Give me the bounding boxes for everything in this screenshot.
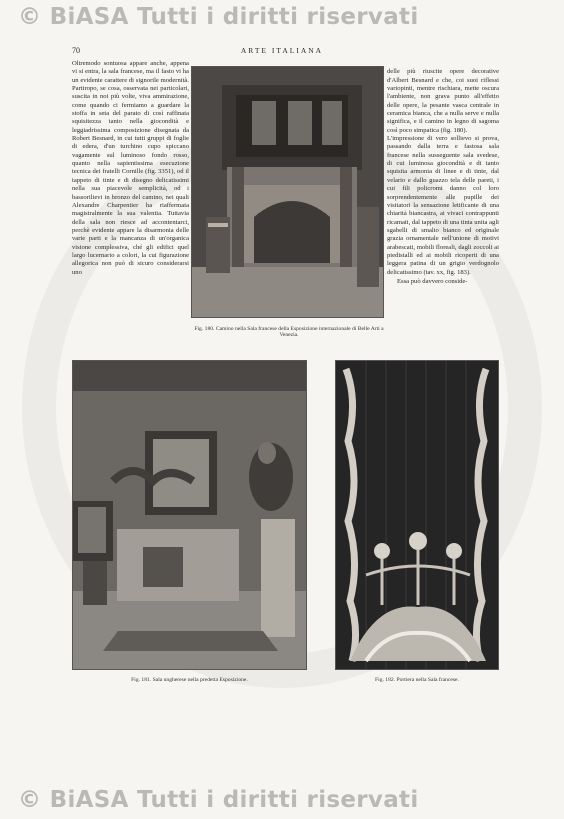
watermark-bottom: © BiASA Tutti i diritti riservati — [18, 787, 419, 813]
figure-182-caption: Fig. 182. Portiera nella Sala francese. — [375, 677, 459, 683]
figure-181-caption: Fig. 181. Sala ungherese nella predetta Esposizione. — [131, 677, 248, 683]
running-title: ARTE ITALIANA — [240, 46, 324, 55]
left-text-column: Oltremodo sontuosa appare anche, appena vi si entra, la sala francese, ma il fasto vi ha un evidente carattere di signorile modernità. Partiropo, se cosa, osservata nei particolari, suscita in noi più volte, viva ammirazione, come quando ci fermiamo a guardare la stoffa in seta del parato di così raffinata squisitezza tanto nella giocondità e leggiadrissima composizione disegnata da Robert Besnard, in cui tutti gruppi di foglie di edera, d'un turchino cupo spiccano vagamente sul luminoso fondo rosso, quanto nella sapientissima esecuzione tecnica dei fratelli Cornille (fig. 3351), od il tappeto di tinte e di disegno delicatissimi nella sua piacevole semplicità, od i bassorilievi in bronzo del camino, nei quali Alexandre Charpentier ha riaffermata magistralmente la sua valentia. Tuttavia della sala non riesce ad accontentarci, perchè evidente appare la disarmonia delle varie parti e la mancanza di un'organica visione complessiva, ché gli edifici quel largo lucernario a colori, la cui figurazione allegorica non può di sicuro considerarsi uno — [72, 60, 189, 276]
right-text-column — [387, 60, 499, 295]
figure-180-caption: Fig. 180. Camino nella Sala francese della Esposizione internazionale di Belle Arti a Venezia. — [194, 326, 384, 339]
page-number: 70 — [72, 46, 80, 55]
right-column-body: delle più riuscite opere decorative d'Albert Besnard e che, coi suoi riflessi variopinti, mentre rischiara, mette oscura l'ambiente, non grava punto all'effetto delle opere, la pesante vasca centrale in ceramica bianca, che a nulla serve e nulla significa, e il camino in legno di sagoma così poco simpatica (fig. 180). L'impressione di vero sollievo si prova, passando dalla terra e fastosa sala francese nella susseguente sala svedese, di cui luminosa giocondità e di tanto squisita armonia di linee e di tinte, dal velario e dallo guazzo tela delle pareti, i cui fili policromi danno col loro sorprendentemente alle pupille dei visitatori la sensazione letificante di una chiarità biancastra, ai vivaci contrappunti ricamati, dal tappeto di una tinta unita agli sgabelli di smalto bianco ed originale grazia ornamentale nell'unione di motivi arabescati, mobili floreali, dagli zoccoli ai piedistalli ed ai mobili ricoperti di una leggera patina di un grigio verdognolo delicatissimo (tav. xx, fig. 183). — [387, 68, 499, 276]
figure-181-photo — [72, 360, 307, 670]
watermark-top: © BiASA Tutti i diritti riservati — [18, 4, 419, 30]
figure-182-photo — [335, 360, 499, 670]
figure-180-photo — [191, 66, 384, 318]
right-column-tail: Essa può davvero conside- — [397, 277, 468, 285]
